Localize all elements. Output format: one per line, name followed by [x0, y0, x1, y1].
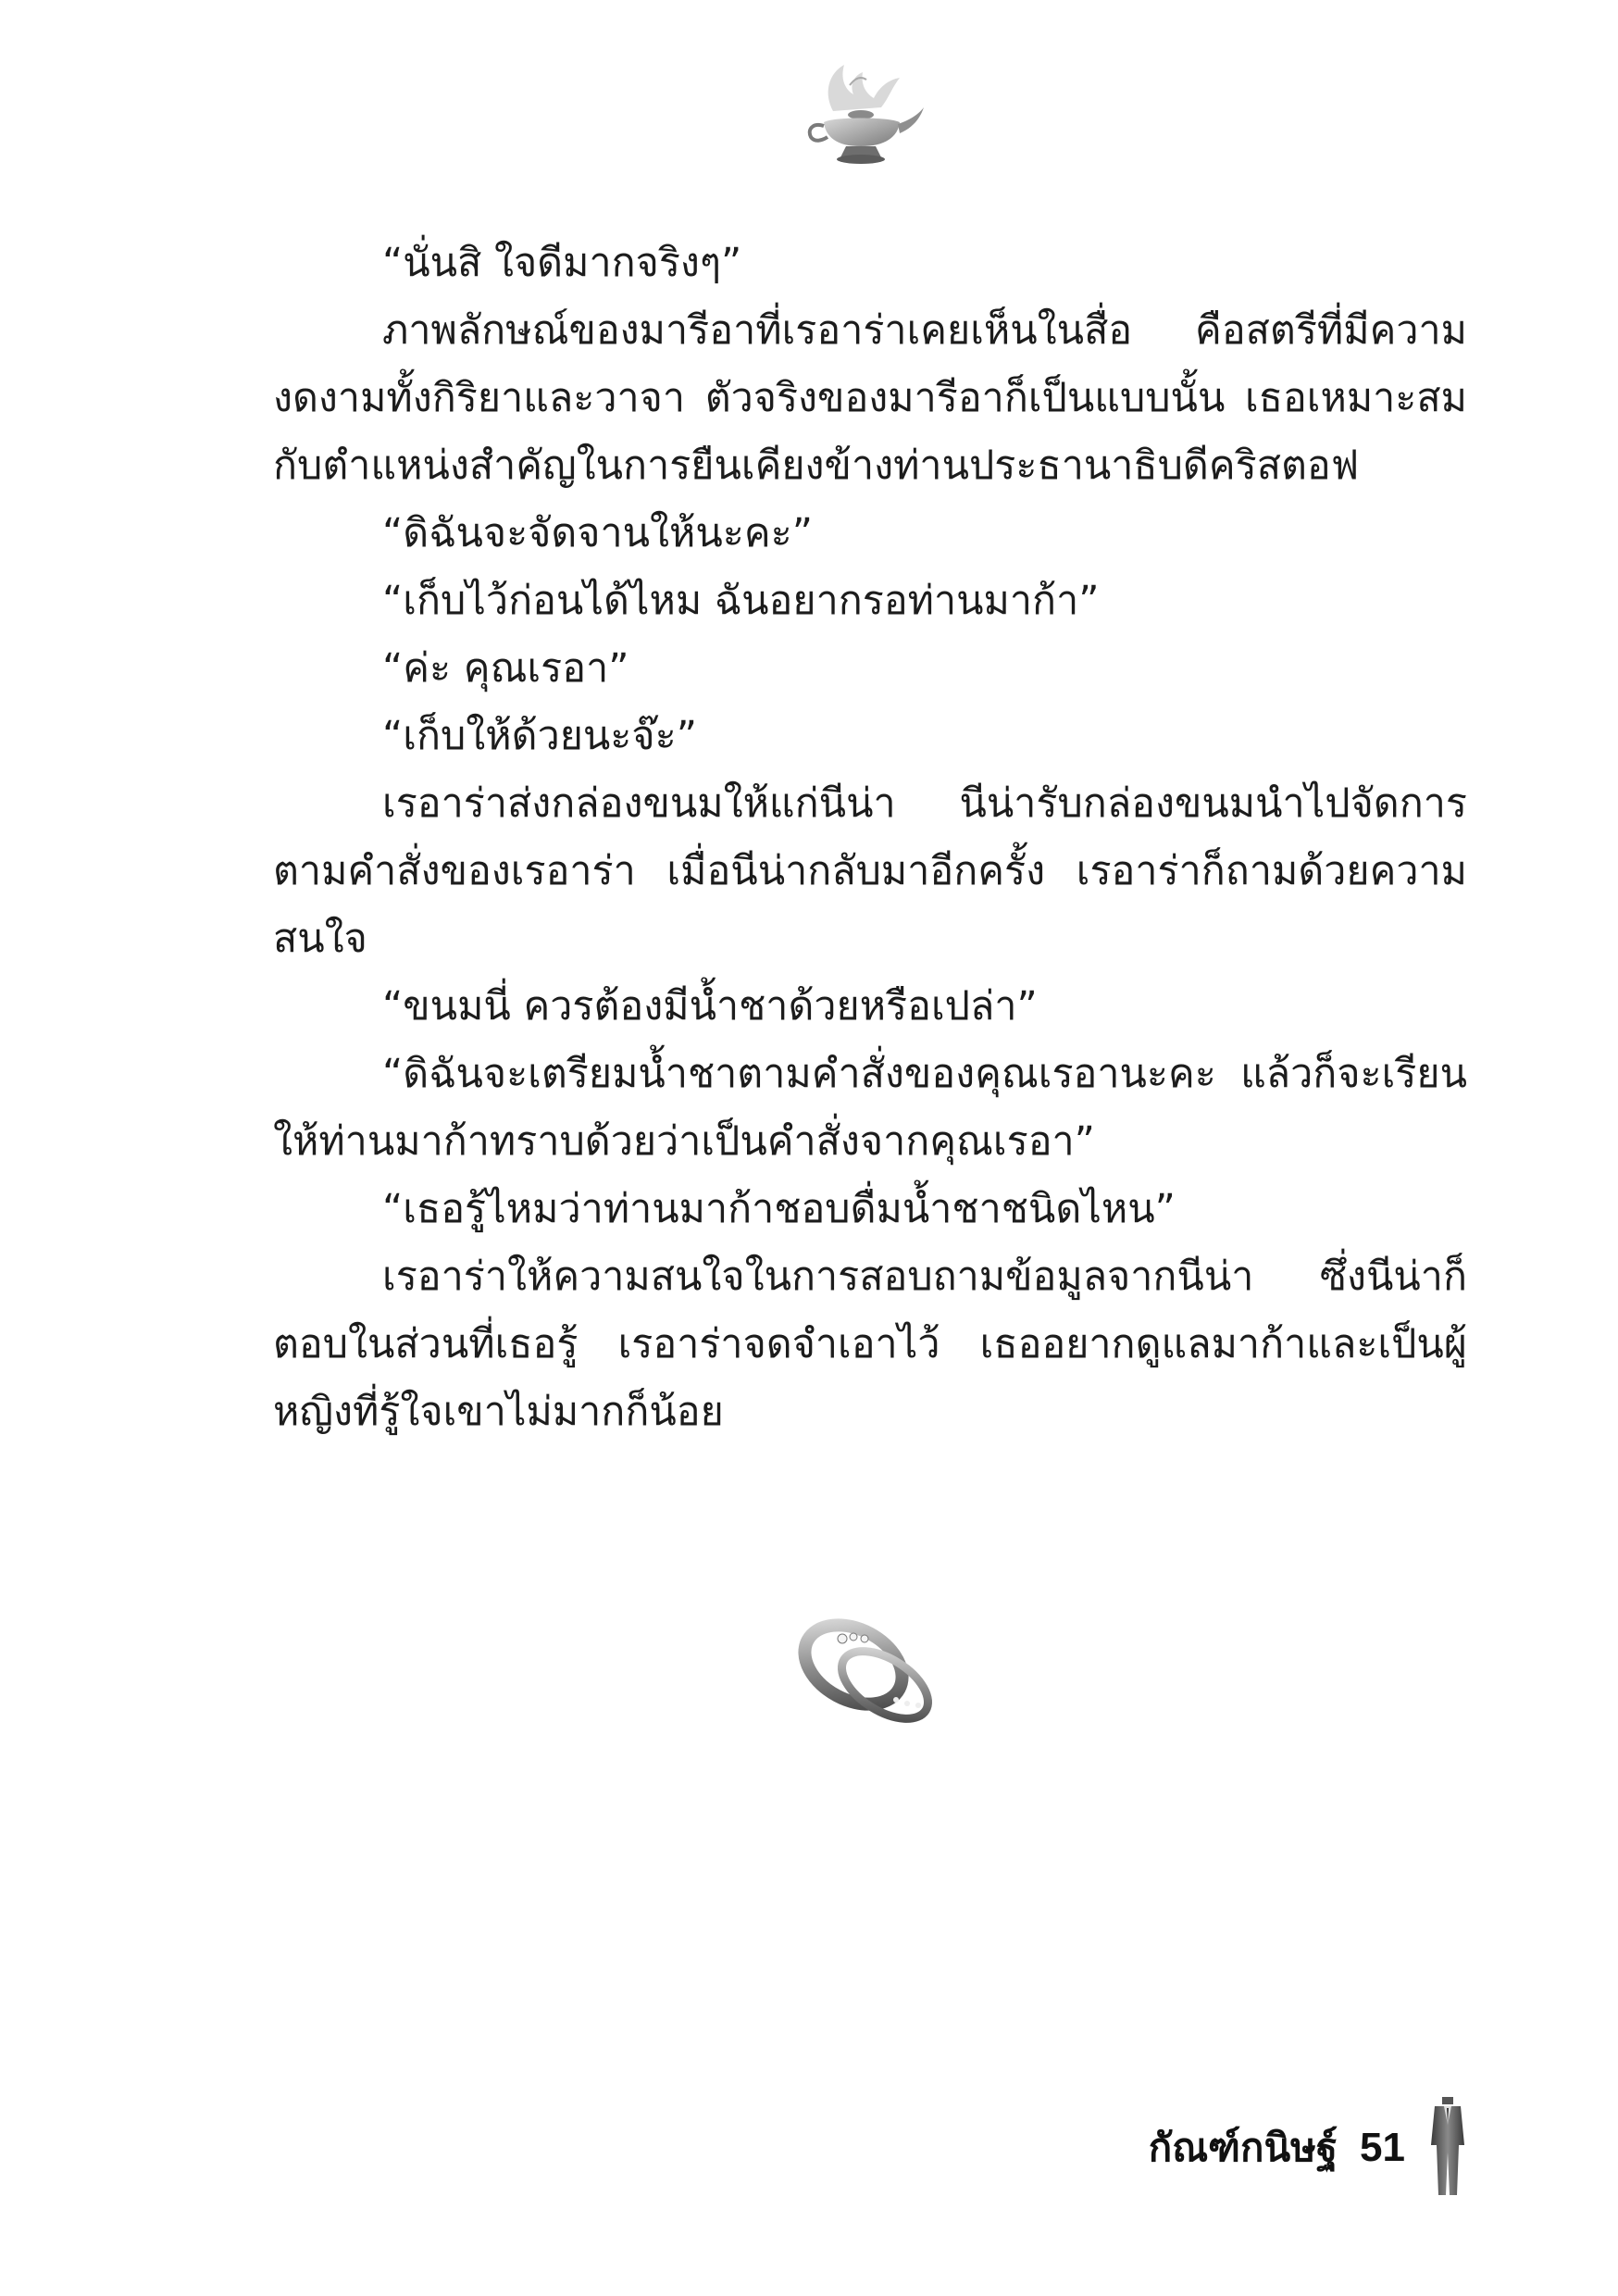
book-title: กัณฑ์กนิษฐ์ [1148, 2125, 1338, 2170]
suit-icon [1427, 2097, 1468, 2199]
paragraph: เรอาร่าให้ความสนใจในการสอบถามข้อมูลจากนีน่า ซึ่งนีน่าก็ตอบในส่วนที่เธอรู้ เรอาร่าจดจำเอาไว้ เธออยากดูแลมาก้าและเป็นผู้หญิงที่รู้ใจเขาไม่มากก็น้อย [273, 1254, 1467, 1435]
paragraph: “เก็บให้ด้วยนะจ๊ะ” [382, 713, 697, 759]
rings-icon [785, 1611, 950, 1731]
paragraph: “เก็บไว้ก่อนได้ไหม ฉันอยากรอท่านมาก้า” [382, 578, 1100, 624]
paragraph: เรอาร่าส่งกล่องขนมให้แก่นีน่า นีน่ารับกล่องขนมนำไปจัดการตามคำสั่งของเรอาร่า เมื่อนีน่ากลับมาอีกครั้ง เรอาร่าก็ถามด้วยความสนใจ [273, 780, 1467, 962]
paragraph: “เธอรู้ไหมว่าท่านมาก้าชอบดื่มน้ำชาชนิดไหน” [382, 1186, 1176, 1232]
paragraph: “ดิฉันจะจัดจานให้นะคะ” [382, 510, 814, 556]
genie-lamp-icon [796, 57, 926, 168]
body-text [273, 230, 1467, 1446]
paragraph: “นั่นสิ ใจดีมากจริงๆ” [382, 240, 742, 286]
paragraph: “ดิฉันจะเตรียมน้ำชาตามคำสั่งของคุณเรอานะคะ แล้วก็จะเรียนให้ท่านมาก้าทราบด้วยว่าเป็นคำสั่งจากคุณเรอา” [273, 1051, 1467, 1165]
paragraph: ภาพลักษณ์ของมารีอาที่เรอาร่าเคยเห็นในสื่อ คือสตรีที่มีความงดงามทั้งกิริยาและวาจา ตัวจริงของมารีอาก็เป็นแบบนั้น เธอเหมาะสมกับตำแหน่งสำคัญในการยืนเคียงข้างท่านประธานาธิบดีคริสตอฟ [273, 307, 1467, 489]
page-footer [1149, 2097, 1468, 2199]
paragraph: “ค่ะ คุณเรอา” [382, 645, 629, 692]
paragraph: “ขนมนี่ ควรต้องมีน้ำชาด้วยหรือเปล่า” [382, 983, 1038, 1029]
page-number: 51 [1360, 2125, 1405, 2170]
